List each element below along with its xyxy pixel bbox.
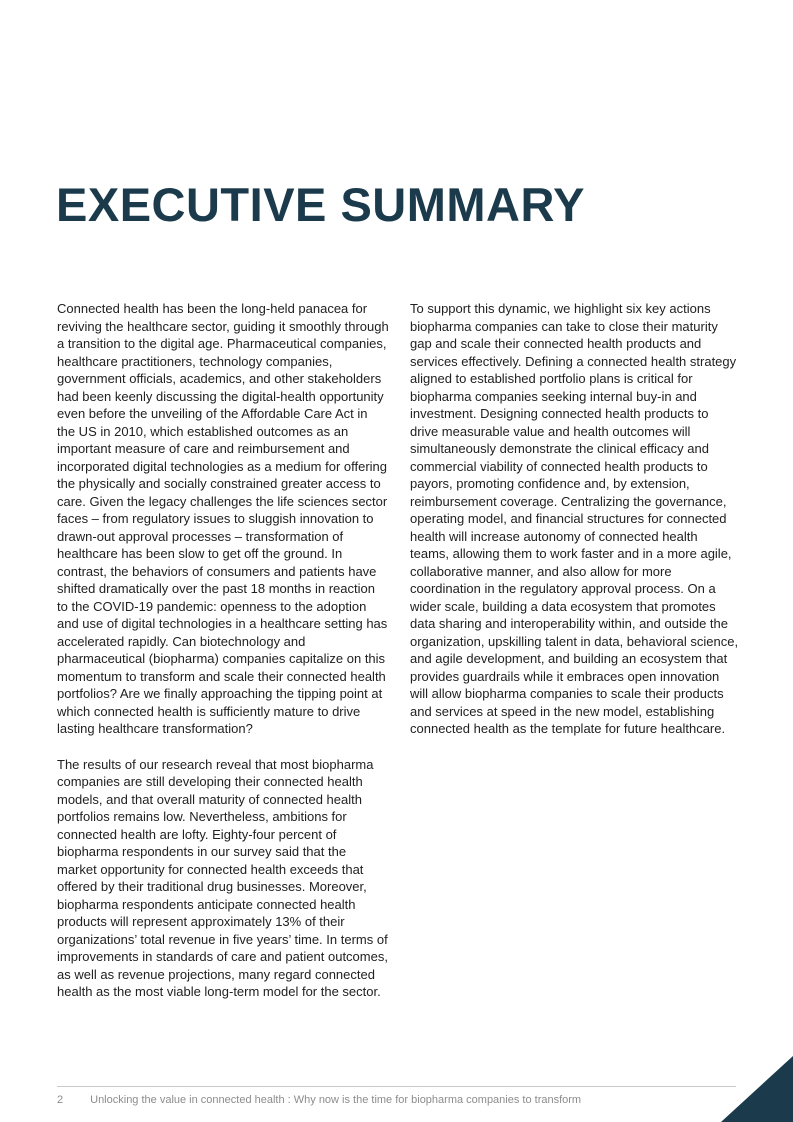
- body-paragraph: The results of our research reveal that most biopharma companies are still developing their connected health models, and that overall maturity of connected health portfolios remains low. Nevertheless, ambitions for connected health are lofty. Eighty-four percent of biopharma respondents in our survey said that the market opportunity for connected health exceeds that offered by their traditional drug businesses. Moreover, biopharma respondents anticipate connected health products will represent approximately 13% of their organizations’ total revenue in five years’ time. In terms of improvements in standards of care and patient outcomes, as well as revenue projections, many regard connected health as the most viable long-term model for the sector.: [57, 756, 388, 999]
- page-number: 2: [57, 1094, 64, 1106]
- page-title: EXECUTIVE SUMMARY: [56, 178, 586, 231]
- body-paragraph: Connected health has been the long-held panacea for reviving the healthcare sector, guiding it smoothly through a transition to the digital age. Pharmaceutical companies, healthcare practitioners, technology companies, government officials, academics, and other stakeholders had been keenly discussing the digital-health opportunity even before the unveiling of the Affordable Care Act in the US in 2010, which established outcomes as an important measure of care and reimbursement and incorporated digital technologies as a medium for offering the physically and socially constrained greater access to care. Given the legacy challenges the life sciences sector faces – from regulatory issues to sluggish innovation to drawn-out approval processes – transformation of healthcare has been slow to get off the ground. In contrast, the behaviors of consumers and patients have shifted dramatically over the past 18 months in reaction to the COVID-19 pandemic: openness to the adoption and use of digital technologies in a healthcare setting has accelerated rapidly. Can biotechnology and pharmaceutical (biopharma) companies capitalize on this momentum to transform and scale their connected health portfolios? Are we finally approaching the tipping point at which connected health is sufficiently mature to drive lasting healthcare transformation?: [57, 301, 389, 736]
- footer-text: Unlocking the value in connected health : Why now is the time for biopharma companies to transform: [90, 1094, 582, 1106]
- corner-triangle-decoration: [721, 1056, 793, 1122]
- body-paragraph: To support this dynamic, we highlight six key actions biopharma companies can take to close their maturity gap and scale their connected health products and services effectively. Defining a connected health strategy aligned to established portfolio plans is critical for biopharma companies seeking internal buy-in and investment. Designing connected health products to drive measurable value and health outcomes will simultaneously demonstrate the clinical efficacy and commercial viability of connected health products to payors, promoting confidence and, by extension, reimbursement coverage. Centralizing the governance, operating model, and financial structures for connected health will increase autonomy of connected health teams, allowing them to work faster and in a more agile, collaborative manner, and also allow for more coordination in the regulatory approval process. On a wider scale, building a data ecosystem that promotes data sharing and interoperability within, and outside the organization, upskilling talent in data, behavioral science, and agile development, and building an ecosystem that provides guardrails while it embraces open innovation will allow biopharma companies to scale their products and services at speed in the new model, establishing connected health as the template for future healthcare.: [410, 301, 739, 736]
- left-column: [57, 300, 389, 1019]
- footer-divider: [57, 1086, 736, 1087]
- footer: [57, 1094, 581, 1106]
- right-column: [410, 300, 740, 756]
